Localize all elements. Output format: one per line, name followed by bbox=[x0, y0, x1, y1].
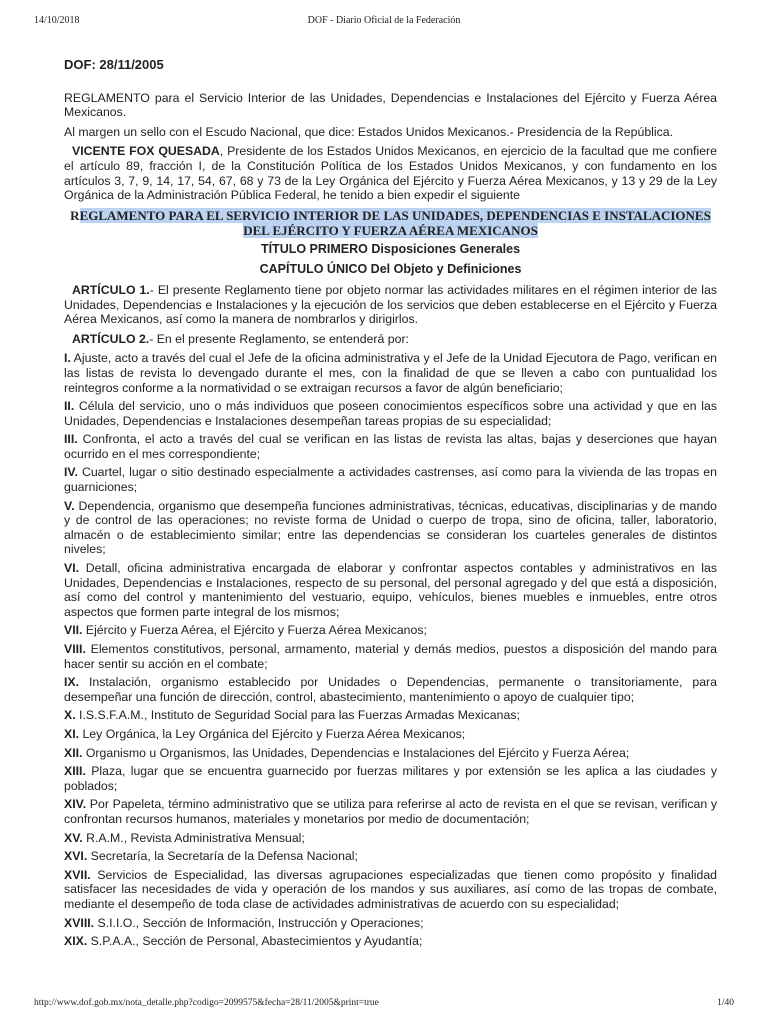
article-1-label: ARTÍCULO 1. bbox=[72, 282, 150, 297]
definition-text: Célula del servicio, uno o más individuos que poseen conocimientos específicos sobre una actividad y que en las Unidades, Dependencias e Instalaciones desempeñan tareas propias de su especialidad; bbox=[64, 399, 717, 428]
definition-text: S.I.I.O., Sección de Información, Instrucción y Operaciones; bbox=[94, 915, 424, 930]
definition-number: XI. bbox=[64, 726, 80, 741]
definition-number: XII. bbox=[64, 745, 83, 760]
definition-text: Servicios de Especialidad, las diversas agrupaciones especializadas que tienen como propósito y finalidad satisfacer las necesidades de vida y operación de los mandos y sus auxiliares, así como de las tropas de combate, mediante el desempeño de toda clase de actividades administrativas de acuerdo con su especialidad; bbox=[64, 867, 717, 911]
definition-text: Confronta, el acto a través del cual se verifican en las listas de revista las altas, bajas y deserciones que hayan ocurrido en el mes correspondiente; bbox=[64, 432, 717, 461]
print-page-number: 1/40 bbox=[717, 998, 734, 1008]
definition-number: IX. bbox=[64, 675, 80, 690]
article-2-label: ARTÍCULO 2. bbox=[72, 331, 150, 346]
definition-number: I. bbox=[64, 351, 71, 366]
definition-text: Detall, oficina administrativa encargada de elaborar y confrontar aspectos contables y administrativos en las Unidades, Dependencias e Instalaciones, respecto de su personal, del personal agregado y del que está a disposición, así como del control y mantenimiento del vestuario, equipo, vehículos, bienes muebles e inmuebles, entre otros aspectos que formen parte integral de los mismos; bbox=[64, 561, 717, 619]
definition-number: XVII. bbox=[64, 867, 91, 882]
definition-text: Dependencia, organismo que desempeña funciones administrativas, técnicas, educativas, disciplinarias y de mando y de control de las operaciones; no reviste forma de Unidad o cuerpo de tropa, sino de oficina, taller, laboratorio, almacén o de establecimiento similar; entre las dependencias se consideran los cuarteles generales de distintos niveles; bbox=[64, 498, 717, 557]
definition-item bbox=[64, 868, 717, 912]
definition-number: XV. bbox=[64, 830, 83, 845]
definition-text: Organismo u Organismos, las Unidades, Dependencias e Instalaciones del Ejército y Fuerza Aérea; bbox=[82, 745, 630, 760]
definition-item bbox=[64, 916, 717, 931]
definition-number: X. bbox=[64, 708, 76, 723]
print-date: 14/10/2018 bbox=[34, 15, 80, 26]
print-footer bbox=[34, 998, 734, 1012]
definition-text: Elementos constitutivos, personal, armamento, material y demás medios, puestos a disposición del mando para hacer sentir su acción en el combate; bbox=[64, 642, 717, 671]
definition-number: V. bbox=[64, 498, 75, 513]
seal-paragraph: Al margen un sello con el Escudo Nacional, que dice: Estados Unidos Mexicanos.- Presidencia de la República. bbox=[64, 124, 674, 139]
definition-text: S.P.A.A., Sección de Personal, Abastecimientos y Ayudantía; bbox=[87, 934, 423, 949]
definition-number: XIV. bbox=[64, 797, 87, 812]
definition-number: XVI. bbox=[64, 849, 88, 864]
definition-item bbox=[64, 727, 717, 742]
definition-item bbox=[64, 432, 717, 461]
definition-number: XIX. bbox=[64, 934, 88, 949]
definition-item bbox=[64, 499, 717, 557]
article-1-text: - El presente Reglamento tiene por objeto normar las actividades militares en el régimen interior de las Unidades, Dependencias e Instalaciones y la ejecución de los servicios que deben establecerse en el Ejército y Fuerza Aérea Mexicanos, así como la manera de nombrarlos y dirigirlos. bbox=[64, 282, 717, 327]
print-header bbox=[34, 15, 734, 29]
definition-item bbox=[64, 399, 717, 428]
president-paragraph bbox=[64, 144, 717, 202]
definition-item bbox=[64, 764, 717, 793]
president-text: , Presidente de los Estados Unidos Mexicanos, en ejercicio de la facultad que me confiere el artículo 89, fracción I, de la Constitución Política de los Estados Unidos Mexicanos, y con fundamento en los artículos 3, 7, 9, 14, 17, 54, 67, 68 y 73 de la Ley Orgánica del Ejército y Fuerza Aérea Mexicanos, y 13 y 29 de la Ley Orgánica de la Administración Pública Federal, he tenido a bien expedir el siguiente bbox=[64, 144, 717, 203]
definition-number: III. bbox=[64, 432, 78, 447]
article-1 bbox=[64, 283, 717, 327]
president-name: VICENTE FOX QUESADA bbox=[72, 144, 220, 159]
definition-item bbox=[64, 675, 717, 704]
definition-number: VI. bbox=[64, 561, 80, 576]
definition-text: R.A.M., Revista Administrativa Mensual; bbox=[82, 830, 305, 845]
definition-number: VIII. bbox=[64, 642, 86, 656]
definition-text: I.S.S.F.A.M., Instituto de Seguridad Social para las Fuerzas Armadas Mexicanas; bbox=[75, 708, 520, 723]
definition-item bbox=[64, 934, 717, 949]
definition-number: XVIII. bbox=[64, 915, 95, 930]
definition-item bbox=[64, 642, 717, 671]
definition-item bbox=[64, 708, 717, 723]
definition-text: Cuartel, lugar o sitio destinado especialmente a actividades castrenses, así como para la vivienda de las tropas en guarniciones; bbox=[64, 465, 717, 495]
titulo-heading: TÍTULO PRIMERO Disposiciones Generales bbox=[260, 241, 521, 256]
definition-item bbox=[64, 351, 717, 395]
definition-number: IV. bbox=[64, 465, 78, 480]
definition-text: Secretaría, la Secretaría de la Defensa Nacional; bbox=[87, 849, 358, 864]
article-2 bbox=[64, 332, 717, 347]
definition-number: XIII. bbox=[64, 764, 86, 779]
definitions-list bbox=[64, 351, 717, 948]
main-title-first-letter: R bbox=[70, 207, 80, 223]
definition-number: VII. bbox=[64, 623, 83, 638]
main-title-highlighted[interactable]: EGLAMENTO PARA EL SERVICIO INTERIOR DE LAS UNIDADES, DEPENDENCIAS E INSTALACIONES DEL EJÉRCITO Y FUERZA AÉREA MEXICANOS bbox=[79, 207, 711, 238]
print-page-title: DOF - Diario Oficial de la Federación bbox=[307, 15, 461, 26]
definition-item bbox=[64, 849, 717, 864]
definition-item bbox=[64, 746, 717, 761]
document-body bbox=[64, 58, 717, 953]
definition-text: Por Papeleta, término administrativo que se utiliza para referirse al acto de revista en el que se revisan, verifican y confrontan recursos humanos, materiales y monetarios por medio de documentación; bbox=[64, 797, 717, 826]
regulation-main-title bbox=[64, 208, 717, 238]
definition-number: II. bbox=[64, 399, 75, 414]
definition-text: Ley Orgánica, la Ley Orgánica del Ejército y Fuerza Aérea Mexicanos; bbox=[79, 726, 466, 741]
intro-paragraph: REGLAMENTO para el Servicio Interior de las Unidades, Dependencias e Instalaciones del Ejército y Fuerza Aérea Mexicanos. bbox=[64, 90, 717, 120]
article-2-text: - En el presente Reglamento, se entenderá por: bbox=[149, 331, 409, 346]
capitulo-heading: CAPÍTULO ÚNICO Del Objeto y Definiciones bbox=[259, 262, 522, 277]
definition-text: Ejército y Fuerza Aérea, el Ejército y Fuerza Aérea Mexicanos; bbox=[82, 623, 427, 638]
definition-text: Plaza, lugar que se encuentra guarnecido por fuerzas militares y por extensión se les aplica a las ciudades y poblados; bbox=[64, 764, 717, 793]
definition-item bbox=[64, 623, 717, 638]
definition-item bbox=[64, 831, 717, 846]
definition-item bbox=[64, 561, 717, 619]
dof-date: DOF: 28/11/2005 bbox=[64, 57, 164, 72]
definition-item bbox=[64, 465, 717, 494]
definition-item bbox=[64, 797, 717, 826]
definition-text: Instalación, organismo establecido por Unidades o Dependencias, permanente o transitoriamente, para desempeñar una función de dirección, control, abastecimiento, mantenimiento o apoyo de cualquier tipo; bbox=[64, 675, 717, 704]
definition-text: Ajuste, acto a través del cual el Jefe de la oficina administrativa y el Jefe de la Unidad Ejecutora de Pago, verifican en las listas de revista lo devengado durante el mes, con la finalidad de que se lleven a cabo con puntualidad los reintegros conforme a la normatividad o se extraigan recursos a favor de algún beneficiario; bbox=[64, 351, 717, 395]
print-url: http://www.dof.gob.mx/nota_detalle.php?codigo=2099575&fecha=28/11/2005&print=true bbox=[34, 998, 379, 1008]
